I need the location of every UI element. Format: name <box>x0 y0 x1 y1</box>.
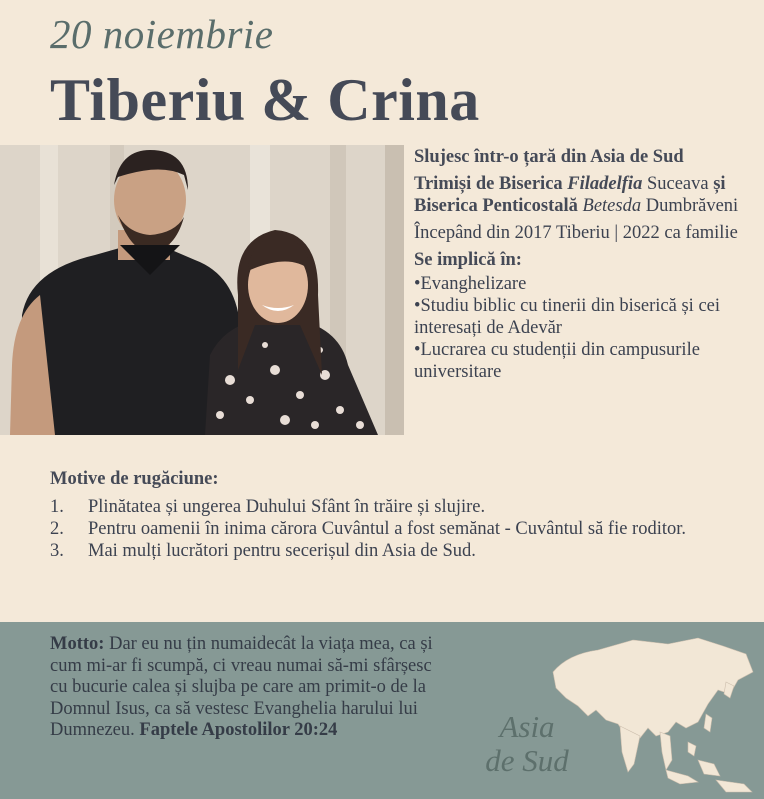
prayer-section <box>50 468 755 562</box>
prayer-text: Pentru oamenii în inima cărora Cuvântul a fost semănat - Cuvântul să fie roditor. <box>88 519 687 539</box>
since-line: Începând din 2017 Tiberiu | 2022 ca familie <box>414 223 738 243</box>
prayer-item <box>50 540 755 562</box>
prayer-title: Motive de rugăciune: <box>50 469 219 489</box>
prayer-item <box>50 518 755 540</box>
asia-label-line2: de Sud <box>485 743 569 778</box>
couple-photo-illustration <box>0 145 404 435</box>
involved-item: •Studiu biblic cu tinerii din biserică și cei interesați de Adevăr <box>414 296 721 338</box>
motto-verse <box>50 634 445 742</box>
prayer-text: Mai mulți lucrători pentru secerișul din Asia de Sud. <box>88 541 476 561</box>
church-betesda: Betesda <box>582 196 642 216</box>
country-line: Slujesc într-o țară din Asia de Sud <box>414 147 684 167</box>
church-city-suceava: Suceava <box>642 174 709 194</box>
involved-list <box>414 273 759 383</box>
missionary-info <box>414 146 759 383</box>
motto-reference: Faptele Apostolilor 20:24 <box>139 720 338 740</box>
church-filadelfia: Filadelfia <box>567 174 643 194</box>
prayer-item <box>50 496 755 518</box>
involved-item: •Lucrarea cu studenții din campusurile universitare <box>414 340 700 382</box>
asia-map-icon <box>548 632 756 797</box>
prayer-text: Plinătatea și ungerea Duhului Sfânt în trăire și slujire. <box>88 497 486 517</box>
motto-label: Motto: <box>50 634 105 654</box>
couple-photo <box>0 145 404 435</box>
prayer-number: 3. <box>50 541 64 561</box>
prayer-number: 1. <box>50 497 64 517</box>
church-city-dumbraveni: Dumbrăveni <box>641 196 739 216</box>
asia-label-line1: Asia <box>499 709 555 744</box>
involved-title: Se implică în: <box>414 250 522 270</box>
motto-text: Dar eu nu țin numaidecât la viața mea, ca și cum mi-ar fi scumpă, ci vreau numai să-mi sfârșesc cu bucurie calea și slujba pe care am primit-o de la Domnul Isus, ca să vestesc Evanghelia harului lui Dumnezeu. <box>50 634 433 740</box>
prayer-list <box>50 496 755 562</box>
motto-footer <box>0 622 764 799</box>
sending-prefix: Trimiși de Biserica <box>414 174 568 194</box>
date-heading: 20 noiembrie <box>50 11 274 57</box>
sending-mid: și Biserica Penticostală <box>414 174 726 216</box>
missionary-names: Tiberiu & Crina <box>50 67 480 133</box>
sending-churches <box>414 173 759 217</box>
prayer-number: 2. <box>50 519 64 539</box>
involved-item: •Evanghelizare <box>414 274 527 294</box>
